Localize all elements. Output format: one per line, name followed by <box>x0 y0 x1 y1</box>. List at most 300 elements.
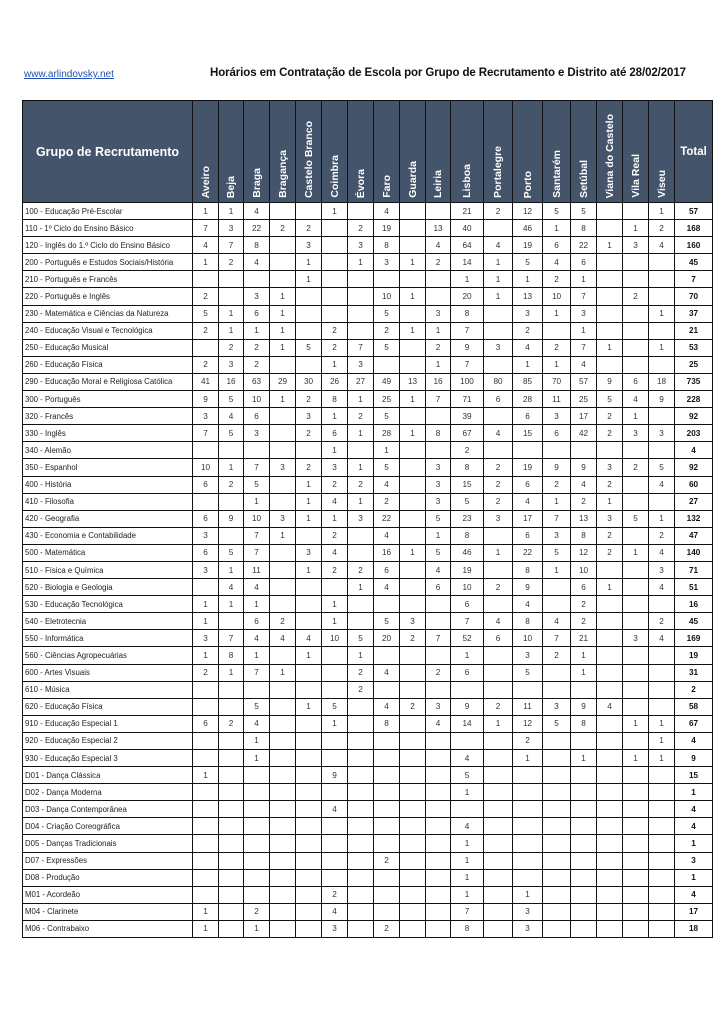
cell-value: 46 <box>451 544 484 561</box>
row-total: 735 <box>675 373 713 390</box>
cell-value: 1 <box>270 527 296 544</box>
table-row <box>23 630 713 647</box>
cell-value: 1 <box>219 203 244 220</box>
cell-value <box>484 527 513 544</box>
cell-value: 4 <box>451 818 484 835</box>
cell-value: 1 <box>623 750 649 767</box>
cell-value: 3 <box>193 561 219 578</box>
cell-value: 7 <box>571 288 597 305</box>
cell-value <box>348 801 374 818</box>
cell-value <box>348 442 374 459</box>
cell-value: 1 <box>322 408 348 425</box>
cell-value: 1 <box>597 339 623 356</box>
cell-value <box>649 596 675 613</box>
district-label: Coimbra <box>328 155 341 198</box>
cell-value: 2 <box>484 493 513 510</box>
cell-value: 20 <box>374 630 400 647</box>
cell-value <box>649 903 675 920</box>
cell-value: 2 <box>597 476 623 493</box>
cell-value <box>623 698 649 715</box>
cell-value <box>296 527 322 544</box>
cell-value: 2 <box>374 493 400 510</box>
cell-value: 1 <box>649 305 675 322</box>
cell-value: 26 <box>322 373 348 390</box>
cell-value <box>296 852 322 869</box>
group-label: 110 - 1º Ciclo do Ensino Básico <box>23 220 193 237</box>
cell-value: 85 <box>513 373 543 390</box>
cell-value <box>244 442 270 459</box>
cell-value: 11 <box>244 561 270 578</box>
cell-value <box>296 596 322 613</box>
cell-value: 2 <box>322 527 348 544</box>
cell-value <box>219 442 244 459</box>
cell-value: 1 <box>244 920 270 937</box>
cell-value: 1 <box>649 750 675 767</box>
cell-value <box>244 818 270 835</box>
cell-value: 7 <box>219 237 244 254</box>
cell-value <box>374 271 400 288</box>
cell-value: 8 <box>513 613 543 630</box>
cell-value <box>543 903 571 920</box>
cell-value: 7 <box>543 510 571 527</box>
cell-value: 3 <box>597 459 623 476</box>
cell-value <box>270 254 296 271</box>
cell-value: 9 <box>193 391 219 408</box>
row-total: 3 <box>675 852 713 869</box>
cell-value <box>400 715 426 732</box>
cell-value: 5 <box>597 391 623 408</box>
cell-value: 4 <box>244 203 270 220</box>
cell-value: 6 <box>513 527 543 544</box>
cell-value: 1 <box>244 322 270 339</box>
cell-value <box>219 732 244 749</box>
cell-value: 1 <box>484 271 513 288</box>
cell-value: 1 <box>348 459 374 476</box>
cell-value: 21 <box>451 203 484 220</box>
cell-value <box>193 886 219 903</box>
district-label: Braga <box>250 168 263 198</box>
group-label: 350 - Espanhol <box>23 459 193 476</box>
row-total: 18 <box>675 920 713 937</box>
cell-value <box>623 596 649 613</box>
cell-value <box>623 613 649 630</box>
cell-value: 3 <box>193 408 219 425</box>
document-title: Horários em Contratação de Escola por Grupo de Recrutamento e Distrito até 28/02/2017 <box>210 67 686 79</box>
cell-value <box>348 203 374 220</box>
cell-value <box>270 356 296 373</box>
cell-value: 2 <box>348 561 374 578</box>
cell-value <box>543 767 571 784</box>
cell-value <box>597 835 623 852</box>
cell-value: 2 <box>193 322 219 339</box>
cell-value: 2 <box>193 288 219 305</box>
cell-value <box>270 476 296 493</box>
cell-value <box>400 767 426 784</box>
column-header-group: Grupo de Recrutamento <box>23 101 193 203</box>
row-total: 37 <box>675 305 713 322</box>
cell-value <box>426 732 451 749</box>
cell-value <box>484 869 513 886</box>
cell-value <box>296 903 322 920</box>
cell-value: 10 <box>244 510 270 527</box>
cell-value <box>270 835 296 852</box>
cell-value: 4 <box>374 664 400 681</box>
cell-value <box>597 903 623 920</box>
cell-value: 4 <box>193 237 219 254</box>
cell-value: 2 <box>270 220 296 237</box>
cell-value: 2 <box>426 339 451 356</box>
row-total: 4 <box>675 442 713 459</box>
cell-value <box>543 732 571 749</box>
cell-value: 8 <box>426 425 451 442</box>
district-label: Porto <box>521 170 534 198</box>
cell-value <box>484 852 513 869</box>
cell-value <box>400 903 426 920</box>
cell-value <box>400 561 426 578</box>
table-row <box>23 305 713 322</box>
cell-value: 46 <box>513 220 543 237</box>
cell-value <box>484 732 513 749</box>
cell-value: 7 <box>244 544 270 561</box>
cell-value: 3 <box>193 630 219 647</box>
cell-value: 3 <box>513 920 543 937</box>
cell-value: 1 <box>270 664 296 681</box>
cell-value: 10 <box>451 579 484 596</box>
cell-value: 1 <box>322 203 348 220</box>
cell-value <box>426 681 451 698</box>
site-link[interactable]: www.arlindovsky.net <box>24 69 114 80</box>
cell-value <box>244 271 270 288</box>
cell-value: 7 <box>348 339 374 356</box>
cell-value: 70 <box>543 373 571 390</box>
cell-value <box>543 869 571 886</box>
cell-value: 3 <box>426 698 451 715</box>
cell-value: 2 <box>322 339 348 356</box>
cell-value: 1 <box>400 391 426 408</box>
cell-value: 5 <box>322 698 348 715</box>
cell-value <box>322 288 348 305</box>
cell-value: 1 <box>543 220 571 237</box>
column-header-district <box>270 101 296 203</box>
row-total: 70 <box>675 288 713 305</box>
cell-value: 6 <box>484 391 513 408</box>
cell-value: 5 <box>571 203 597 220</box>
cell-value: 2 <box>513 732 543 749</box>
cell-value: 8 <box>451 527 484 544</box>
cell-value: 1 <box>451 886 484 903</box>
cell-value <box>322 852 348 869</box>
cell-value: 1 <box>374 442 400 459</box>
cell-value: 1 <box>270 305 296 322</box>
cell-value: 19 <box>374 220 400 237</box>
cell-value <box>374 647 400 664</box>
group-label: 420 - Geografia <box>23 510 193 527</box>
cell-value <box>513 818 543 835</box>
cell-value: 6 <box>484 630 513 647</box>
cell-value: 4 <box>649 630 675 647</box>
cell-value <box>623 442 649 459</box>
cell-value <box>426 886 451 903</box>
cell-value <box>623 732 649 749</box>
cell-value: 1 <box>322 596 348 613</box>
cell-value: 6 <box>322 425 348 442</box>
cell-value <box>484 647 513 664</box>
cell-value <box>322 664 348 681</box>
cell-value <box>571 835 597 852</box>
cell-value <box>649 818 675 835</box>
cell-value: 2 <box>348 220 374 237</box>
cell-value: 16 <box>426 373 451 390</box>
cell-value <box>348 271 374 288</box>
column-header-district <box>193 101 219 203</box>
table-row <box>23 767 713 784</box>
group-label: 520 - Biologia e Geologia <box>23 579 193 596</box>
cell-value: 2 <box>426 664 451 681</box>
row-total: 16 <box>675 596 713 613</box>
cell-value <box>400 681 426 698</box>
cell-value <box>400 271 426 288</box>
cell-value <box>543 596 571 613</box>
cell-value <box>374 784 400 801</box>
cell-value: 4 <box>426 715 451 732</box>
cell-value: 39 <box>451 408 484 425</box>
cell-value: 4 <box>374 698 400 715</box>
cell-value: 5 <box>193 305 219 322</box>
cell-value <box>571 767 597 784</box>
cell-value: 1 <box>348 493 374 510</box>
group-label: 560 - Ciências Agropecuárias <box>23 647 193 664</box>
cell-value: 1 <box>244 750 270 767</box>
cell-value <box>426 920 451 937</box>
cell-value: 1 <box>296 476 322 493</box>
cell-value: 5 <box>348 630 374 647</box>
cell-value <box>513 767 543 784</box>
cell-value: 1 <box>484 288 513 305</box>
cell-value: 4 <box>649 476 675 493</box>
cell-value <box>597 442 623 459</box>
row-total: 92 <box>675 408 713 425</box>
cell-value <box>426 271 451 288</box>
cell-value: 1 <box>348 254 374 271</box>
cell-value <box>219 493 244 510</box>
table-row <box>23 373 713 390</box>
cell-value: 3 <box>426 476 451 493</box>
district-label: Vila Real <box>629 154 642 198</box>
cell-value <box>623 920 649 937</box>
cell-value: 3 <box>623 425 649 442</box>
cell-value <box>374 869 400 886</box>
cell-value: 1 <box>296 271 322 288</box>
cell-value <box>484 835 513 852</box>
cell-value <box>623 561 649 578</box>
cell-value: 23 <box>451 510 484 527</box>
cell-value <box>623 305 649 322</box>
cell-value: 1 <box>623 408 649 425</box>
row-total: 58 <box>675 698 713 715</box>
row-total: 21 <box>675 322 713 339</box>
cell-value: 2 <box>597 408 623 425</box>
column-header-district <box>244 101 270 203</box>
table-row <box>23 886 713 903</box>
cell-value <box>296 322 322 339</box>
district-label: Bragança <box>276 150 289 198</box>
table-row <box>23 647 713 664</box>
cell-value: 2 <box>484 698 513 715</box>
cell-value: 3 <box>571 305 597 322</box>
cell-value <box>270 442 296 459</box>
cell-value: 1 <box>400 254 426 271</box>
row-total: 45 <box>675 613 713 630</box>
cell-value: 3 <box>426 305 451 322</box>
cell-value <box>400 835 426 852</box>
cell-value: 6 <box>571 254 597 271</box>
cell-value <box>296 715 322 732</box>
cell-value <box>193 750 219 767</box>
cell-value: 1 <box>451 647 484 664</box>
cell-value: 16 <box>219 373 244 390</box>
cell-value <box>649 356 675 373</box>
district-label: Beja <box>225 175 237 198</box>
cell-value <box>597 356 623 373</box>
row-total: 71 <box>675 561 713 578</box>
cell-value: 2 <box>193 664 219 681</box>
cell-value: 10 <box>571 561 597 578</box>
cell-value <box>193 493 219 510</box>
cell-value: 5 <box>244 476 270 493</box>
cell-value <box>484 750 513 767</box>
row-total: 160 <box>675 237 713 254</box>
cell-value: 3 <box>270 510 296 527</box>
cell-value: 9 <box>597 373 623 390</box>
cell-value: 4 <box>543 254 571 271</box>
cell-value <box>400 527 426 544</box>
cell-value: 3 <box>296 408 322 425</box>
cell-value <box>597 767 623 784</box>
cell-value: 1 <box>244 596 270 613</box>
cell-value: 7 <box>244 664 270 681</box>
cell-value <box>322 750 348 767</box>
cell-value: 5 <box>374 459 400 476</box>
cell-value <box>244 784 270 801</box>
cell-value: 100 <box>451 373 484 390</box>
cell-value: 22 <box>571 237 597 254</box>
cell-value <box>597 869 623 886</box>
row-total: 53 <box>675 339 713 356</box>
row-total: 203 <box>675 425 713 442</box>
cell-value <box>597 750 623 767</box>
cell-value: 19 <box>451 561 484 578</box>
cell-value <box>543 322 571 339</box>
cell-value <box>400 801 426 818</box>
cell-value: 6 <box>513 476 543 493</box>
cell-value <box>649 784 675 801</box>
cell-value: 7 <box>571 339 597 356</box>
cell-value <box>513 869 543 886</box>
cell-value <box>244 681 270 698</box>
table-row <box>23 818 713 835</box>
cell-value <box>484 886 513 903</box>
cell-value: 1 <box>322 613 348 630</box>
cell-value <box>451 732 484 749</box>
cell-value: 1 <box>649 715 675 732</box>
table-row <box>23 220 713 237</box>
cell-value <box>543 801 571 818</box>
cell-value: 2 <box>219 339 244 356</box>
cell-value: 2 <box>348 476 374 493</box>
cell-value <box>193 784 219 801</box>
table-row <box>23 322 713 339</box>
cell-value: 8 <box>451 459 484 476</box>
cell-value <box>296 681 322 698</box>
cell-value <box>484 664 513 681</box>
cell-value <box>451 801 484 818</box>
cell-value <box>623 356 649 373</box>
cell-value: 1 <box>296 698 322 715</box>
cell-value <box>649 869 675 886</box>
group-label: 330 - Inglês <box>23 425 193 442</box>
cell-value: 4 <box>649 544 675 561</box>
table-header-row <box>23 101 713 203</box>
cell-value: 10 <box>513 630 543 647</box>
cell-value <box>597 288 623 305</box>
cell-value: 1 <box>219 305 244 322</box>
cell-value: 4 <box>649 579 675 596</box>
row-total: 2 <box>675 681 713 698</box>
cell-value: 5 <box>649 459 675 476</box>
cell-value <box>348 852 374 869</box>
cell-value <box>649 271 675 288</box>
cell-value: 2 <box>374 322 400 339</box>
row-total: 15 <box>675 767 713 784</box>
cell-value <box>348 596 374 613</box>
cell-value: 1 <box>348 579 374 596</box>
cell-value: 4 <box>322 801 348 818</box>
cell-value <box>623 801 649 818</box>
cell-value: 14 <box>451 715 484 732</box>
cell-value <box>270 715 296 732</box>
cell-value <box>296 750 322 767</box>
cell-value <box>219 784 244 801</box>
cell-value <box>484 561 513 578</box>
cell-value <box>649 835 675 852</box>
cell-value <box>597 630 623 647</box>
cell-value <box>623 767 649 784</box>
cell-value: 4 <box>513 493 543 510</box>
cell-value: 3 <box>400 613 426 630</box>
cell-value <box>649 254 675 271</box>
row-total: 132 <box>675 510 713 527</box>
row-total: 25 <box>675 356 713 373</box>
table-row <box>23 459 713 476</box>
cell-value: 4 <box>623 391 649 408</box>
district-label: Portalegre <box>492 146 504 198</box>
column-header-district <box>374 101 400 203</box>
row-total: 7 <box>675 271 713 288</box>
cell-value: 2 <box>543 339 571 356</box>
cell-value <box>484 305 513 322</box>
cell-value <box>571 732 597 749</box>
cell-value <box>426 750 451 767</box>
cell-value <box>597 732 623 749</box>
cell-value <box>597 561 623 578</box>
cell-value: 4 <box>296 630 322 647</box>
cell-value <box>400 784 426 801</box>
cell-value: 1 <box>451 835 484 852</box>
cell-value: 27 <box>348 373 374 390</box>
group-label: 400 - História <box>23 476 193 493</box>
cell-value <box>270 425 296 442</box>
cell-value <box>513 801 543 818</box>
